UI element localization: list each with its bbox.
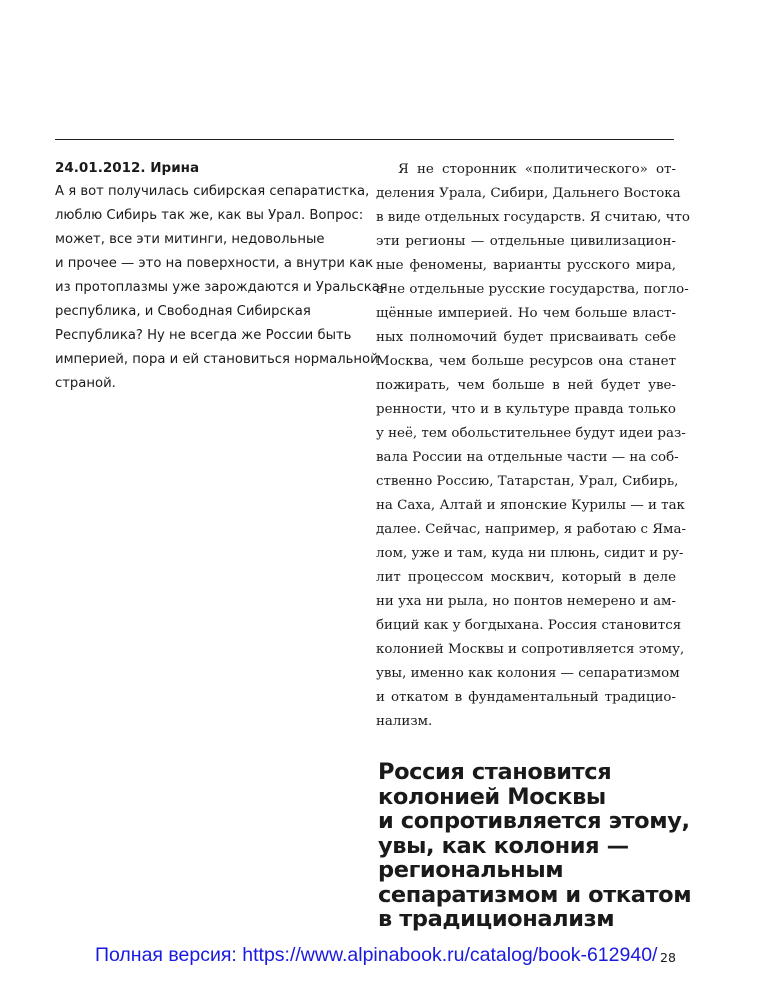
essay-line: на Саха, Алтай и японские Курилы — и так	[376, 498, 685, 513]
essay-line: биций как у богдыхана. Россия становится	[376, 618, 682, 633]
essay-line: лом, уже и там, куда ни плюнь, сидит и ру-	[376, 546, 684, 561]
full-version-link[interactable]: Полная версия: https://www.alpinabook.ru/catalog/book-612940/	[95, 944, 658, 966]
pull-quote-line: и сопротивляется этому,	[378, 808, 690, 834]
comment-line: может, все эти митинги, недовольные	[55, 232, 325, 247]
essay-line: далее. Сейчас, например, я работаю с Яма-	[376, 522, 686, 537]
pull-quote-line: региональным	[378, 857, 564, 883]
pull-quote-line: сепаратизмом и откатом	[378, 881, 692, 908]
comment-line: страной.	[55, 376, 116, 391]
essay-line: нализм.	[376, 714, 433, 729]
essay-line: увы, именно как колония — сепаратизмом	[376, 666, 680, 681]
essay-paragraph	[376, 158, 690, 734]
pull-quote-line: в традиционализм	[378, 906, 615, 932]
header-divider	[55, 139, 674, 140]
essay-line: ни уха ни рыла, но понтов немерено и ам-	[376, 594, 676, 609]
comment-line: Республика? Ну не всегда же России быть	[55, 328, 352, 343]
comment-line: А я вот получилась сибирская сепаратистка,	[55, 184, 370, 199]
essay-line: пожирать, чем больше в ней будет уве-	[376, 378, 676, 393]
essay-line: и откатом в фундаментальный традицио-	[376, 690, 676, 705]
essay-line: колонией Москвы и сопротивляется этому,	[376, 642, 685, 657]
page-number: 28	[660, 950, 676, 965]
comment-line: республика, и Свободная Сибирская	[55, 304, 311, 319]
essay-line: в виде отдельных государств. Я считаю, что	[376, 210, 690, 225]
essay-line: Москва, чем больше ресурсов она станет	[376, 354, 676, 369]
essay-line: Я не сторонник «политического» от-	[398, 162, 676, 177]
comment-header: 24.01.2012. Ирина	[55, 160, 200, 176]
essay-line: эти регионы — отдельные цивилизацион-	[376, 234, 676, 249]
essay-line: ренности, что и в культуре правда только	[376, 402, 676, 417]
comment-line: империей, пора и ей становиться нормальной	[55, 352, 379, 367]
essay-line: ные феномены, варианты русского мира,	[376, 258, 676, 273]
pull-quote-line: Россия становится	[378, 759, 612, 785]
pull-quote	[378, 759, 692, 932]
essay-line: ных полномочий будет присваивать себе	[376, 330, 676, 345]
essay-line: а не отдельные русские государства, погло-	[376, 282, 689, 297]
essay-line: вала России на отдельные части — на соб-	[376, 450, 679, 465]
essay-line: у неё, тем обольстительнее будут идеи раз-	[376, 426, 686, 441]
essay-line: щённые империей. Но чем больше власт-	[376, 306, 676, 321]
essay-line: деления Урала, Сибири, Дальнего Востока	[376, 186, 681, 201]
essay-line: лит процессом москвич, который в деле	[376, 570, 676, 585]
pull-quote-line: колонией Москвы	[378, 783, 606, 810]
comment-line: из протоплазмы уже зарождаются и Уральская	[55, 280, 388, 295]
comment-line: и прочее — это на поверхности, а внутри как	[55, 256, 374, 271]
comment-body	[55, 180, 388, 396]
reader-comment	[55, 158, 388, 396]
comment-line: люблю Сибирь так же, как вы Урал. Вопрос:	[55, 208, 364, 223]
pull-quote-line: увы, как колония —	[378, 832, 629, 859]
essay-line: ственно Россию, Татарстан, Урал, Сибирь,	[376, 474, 679, 489]
